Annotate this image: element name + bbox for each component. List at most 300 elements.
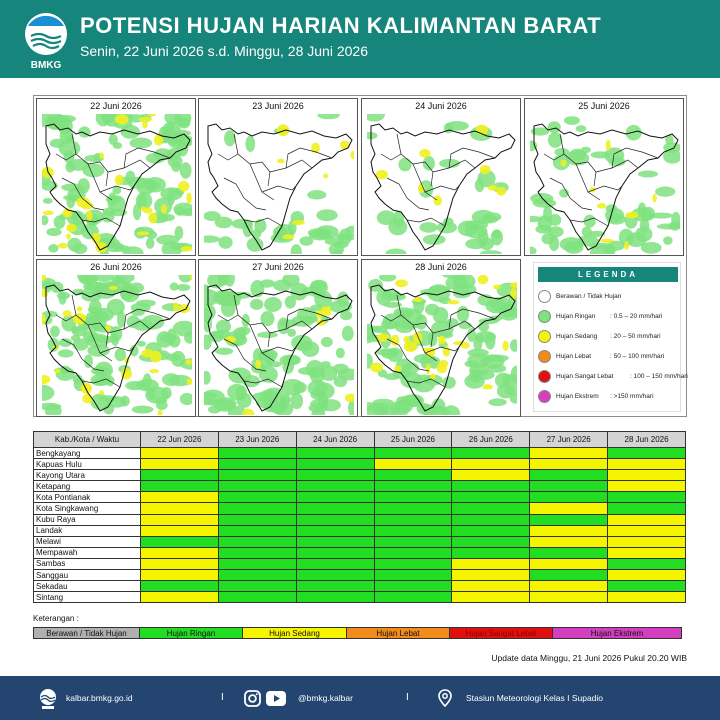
regency-border: [108, 160, 150, 172]
region-name: Kubu Raya: [34, 514, 141, 525]
cell-hujan-ringan: [452, 536, 530, 547]
cell-hujan-ringan: [296, 536, 374, 547]
cell-hujan-ringan: [374, 492, 452, 503]
rain-medium-area: [136, 231, 149, 235]
rain-light-area: [459, 322, 472, 329]
region-name: Mempawah: [34, 547, 141, 558]
forecast-table: [33, 431, 686, 603]
cell-hujan-ringan: [218, 558, 296, 569]
table-header-row: [34, 432, 686, 448]
rain-medium-area: [77, 306, 83, 311]
kalbar-map-graphic: [367, 275, 517, 415]
cell-hujan-ringan: [296, 470, 374, 481]
legend-label: Hujan Lebat: [556, 353, 592, 360]
rain-light-area: [215, 348, 233, 355]
cell-hujan-ringan: [452, 503, 530, 514]
rain-light-area: [484, 212, 502, 221]
rain-medium-area: [66, 224, 76, 233]
rain-light-area: [381, 349, 398, 359]
rain-light-area: [208, 331, 224, 342]
instagram-icon[interactable]: [244, 690, 261, 707]
rain-light-area: [339, 229, 352, 245]
cell-hujan-ringan: [608, 448, 686, 459]
rain-light-area: [58, 117, 73, 134]
rain-light-area: [214, 399, 235, 411]
rain-light-area: [125, 171, 135, 184]
footer-bar: [0, 676, 720, 720]
rain-light-area: [59, 338, 72, 347]
cell-hujan-ringan: [296, 448, 374, 459]
legend-title: LEGENDA: [538, 267, 678, 282]
rain-medium-area: [433, 195, 442, 205]
cell-hujan-ringan: [296, 459, 374, 470]
rain-light-area: [218, 236, 232, 249]
cell-hujan-ringan: [608, 492, 686, 503]
map-date-label: 24 Juni 2026: [415, 101, 467, 111]
cell-hujan-sedang: [452, 581, 530, 592]
rain-medium-area: [453, 341, 466, 345]
table-row: [34, 470, 686, 481]
cell-hujan-ringan: [296, 481, 374, 492]
cell-hujan-ringan: [141, 481, 219, 492]
cell-hujan-ringan: [374, 581, 452, 592]
cell-hujan-ringan: [374, 481, 452, 492]
cell-hujan-ringan: [218, 481, 296, 492]
rain-medium-area: [82, 394, 93, 404]
rain-light-area: [43, 198, 53, 204]
rain-light-area: [548, 226, 564, 237]
kalbar-map-graphic: [530, 114, 680, 254]
rain-medium-area: [292, 220, 305, 225]
rain-light-area: [663, 236, 673, 245]
cell-hujan-ringan: [374, 525, 452, 536]
table-header-date: 27 Jun 2026: [530, 432, 608, 448]
kalbar-map-graphic: [42, 114, 192, 254]
rain-light-area: [48, 244, 58, 252]
rain-light-area: [42, 385, 54, 401]
cell-hujan-sedang: [530, 536, 608, 547]
rain-light-area: [293, 382, 307, 393]
rain-light-area: [136, 300, 156, 307]
footer-social[interactable]: @bmkg.kalbar: [298, 693, 353, 703]
table-row: [34, 514, 686, 525]
footer-separator: I: [221, 692, 224, 703]
rain-medium-area: [478, 275, 489, 284]
rain-medium-area: [488, 185, 498, 191]
rain-medium-area: [115, 114, 129, 124]
rain-medium-area: [625, 212, 638, 219]
rain-light-area: [655, 186, 675, 196]
regency-border: [576, 164, 600, 200]
rain-light-area: [307, 190, 326, 199]
rain-light-area: [431, 321, 454, 338]
table-row: [34, 503, 686, 514]
legend-range: : 0.5 – 20 mm/hari: [610, 313, 663, 320]
youtube-icon[interactable]: [266, 691, 286, 706]
footer-website[interactable]: kalbar.bmkg.go.id: [66, 693, 133, 703]
rain-light-area: [444, 123, 453, 134]
rain-light-area: [129, 283, 144, 294]
cell-hujan-ringan: [218, 459, 296, 470]
table-row: [34, 581, 686, 592]
region-name: Kapuas Hulu: [34, 459, 141, 470]
rain-light-area: [63, 150, 74, 163]
cell-hujan-ringan: [296, 492, 374, 503]
legend-range: : >150 mm/hari: [610, 393, 654, 400]
cell-hujan-sedang: [608, 547, 686, 558]
cell-hujan-sedang: [141, 503, 219, 514]
legend-swatch: [538, 350, 551, 363]
rain-light-area: [398, 158, 411, 172]
rain-light-area: [73, 243, 88, 254]
regency-border: [218, 154, 238, 160]
cell-hujan-sedang: [608, 536, 686, 547]
rain-medium-area: [99, 390, 104, 395]
cell-hujan-sedang: [608, 570, 686, 581]
cell-hujan-sedang: [141, 459, 219, 470]
keterangan-row: [33, 627, 681, 639]
cell-hujan-ringan: [374, 536, 452, 547]
legend-item: [538, 369, 688, 385]
rain-light-area: [608, 157, 625, 167]
rain-medium-area: [282, 234, 294, 239]
legend-swatch: [538, 310, 551, 323]
region-name: Kota Pontianak: [34, 492, 141, 503]
rain-medium-area: [561, 160, 567, 167]
rain-light-area: [458, 221, 479, 237]
region-name: Kayong Utara: [34, 470, 141, 481]
regency-border: [224, 178, 266, 210]
rain-light-area: [46, 228, 61, 236]
legend-label: Hujan Ekstrem: [556, 393, 599, 400]
rain-medium-area: [350, 151, 354, 159]
rain-medium-area: [624, 241, 629, 250]
rain-light-area: [564, 241, 583, 253]
rain-light-area: [57, 292, 70, 299]
rain-light-area: [372, 326, 388, 333]
cell-hujan-sedang: [608, 592, 686, 603]
cell-hujan-sedang: [530, 503, 608, 514]
rain-light-area: [336, 348, 345, 359]
cell-hujan-ringan: [218, 536, 296, 547]
rain-light-area: [478, 322, 489, 332]
rain-light-area: [590, 151, 610, 158]
rain-light-area: [120, 396, 130, 407]
rain-light-area: [156, 235, 179, 245]
legend-label: Hujan Ringan: [556, 313, 596, 320]
rain-medium-area: [149, 369, 159, 373]
rain-light-area: [264, 297, 282, 312]
cell-hujan-sedang: [141, 448, 219, 459]
cell-hujan-sedang: [608, 459, 686, 470]
rain-light-area: [337, 292, 349, 307]
location-pin-icon: [438, 689, 452, 707]
table-row: [34, 492, 686, 503]
keterangan-title: Keterangan :: [33, 614, 79, 623]
cell-hujan-ringan: [218, 470, 296, 481]
table-row: [34, 459, 686, 470]
rain-medium-area: [42, 375, 50, 384]
forecast-map: [36, 259, 196, 417]
rain-medium-area: [493, 285, 501, 290]
cell-hujan-ringan: [296, 592, 374, 603]
rain-medium-area: [109, 286, 118, 290]
rain-light-area: [423, 156, 435, 171]
rain-light-area: [316, 209, 337, 221]
rain-medium-area: [482, 384, 492, 389]
regency-border: [286, 148, 332, 168]
cell-hujan-sedang: [530, 525, 608, 536]
rain-light-area: [543, 205, 552, 222]
cell-hujan-ringan: [374, 570, 452, 581]
legend-label: Hujan Sedang: [556, 333, 598, 340]
region-name: Sanggau: [34, 570, 141, 581]
regency-border: [262, 186, 296, 192]
legend-item: [538, 389, 682, 405]
rain-light-area: [576, 125, 587, 132]
rain-light-area: [156, 331, 172, 348]
cell-hujan-ringan: [374, 547, 452, 558]
table-row: [34, 570, 686, 581]
footer-station: Stasiun Meteorologi Kelas I Supadio: [466, 693, 604, 703]
rain-light-area: [156, 400, 168, 410]
cell-hujan-ringan: [296, 581, 374, 592]
cell-hujan-sedang: [452, 592, 530, 603]
cell-hujan-ringan: [218, 547, 296, 558]
rain-light-area: [582, 226, 592, 236]
forecast-map: [198, 259, 358, 417]
cell-hujan-sedang: [141, 558, 219, 569]
table-row: [34, 481, 686, 492]
rain-light-area: [42, 215, 48, 225]
rain-medium-area: [73, 313, 86, 325]
kalbar-map-graphic: [204, 114, 354, 254]
rain-light-area: [386, 248, 407, 254]
rain-light-area: [232, 219, 254, 229]
rain-light-area: [224, 130, 235, 146]
forecast-map: [361, 98, 521, 256]
logo-text: BMKG: [30, 60, 62, 71]
rain-light-area: [236, 386, 247, 401]
rain-light-area: [638, 171, 658, 178]
rain-light-area: [313, 382, 334, 399]
rain-light-area: [156, 214, 175, 222]
rain-light-area: [640, 218, 650, 233]
cell-hujan-sedang: [141, 525, 219, 536]
rain-light-area: [321, 361, 331, 367]
rain-light-area: [115, 348, 126, 361]
rain-light-area: [132, 406, 154, 414]
rain-medium-area: [413, 297, 422, 302]
cell-hujan-sedang: [530, 592, 608, 603]
cell-hujan-sedang: [141, 492, 219, 503]
rain-light-area: [84, 284, 99, 294]
rain-light-area: [146, 153, 166, 164]
rain-medium-area: [606, 140, 611, 151]
rain-light-area: [581, 147, 591, 153]
region-name: Sintang: [34, 592, 141, 603]
table-header-date: 22 Jun 2026: [141, 432, 219, 448]
cell-hujan-ringan: [218, 570, 296, 581]
rain-light-area: [177, 284, 191, 291]
keterangan-item: Hujan Ekstrem: [552, 627, 682, 639]
keterangan-item: Hujan Sangat Lebat: [449, 627, 553, 639]
cell-hujan-ringan: [218, 592, 296, 603]
rain-medium-area: [186, 192, 191, 203]
rain-medium-area: [437, 364, 448, 373]
map-date-label: 23 Juni 2026: [252, 101, 304, 111]
legend-label: Hujan Sangat Lebat: [556, 373, 614, 380]
rain-medium-area: [376, 170, 388, 180]
rain-light-area: [548, 121, 561, 133]
cell-hujan-ringan: [530, 492, 608, 503]
rain-medium-area: [419, 149, 430, 158]
legend-range: : 50 – 100 mm/hari: [610, 353, 665, 360]
rain-light-area: [71, 326, 80, 334]
legend-range: : 100 – 150 mm/hari: [630, 373, 688, 380]
cell-hujan-sedang: [452, 570, 530, 581]
rain-medium-area: [66, 234, 71, 240]
cell-hujan-ringan: [374, 592, 452, 603]
cell-hujan-ringan: [218, 581, 296, 592]
rain-medium-area: [503, 341, 509, 351]
rain-light-area: [257, 332, 278, 338]
regency-border: [270, 160, 312, 172]
rain-light-area: [171, 161, 181, 172]
forecast-map: [36, 98, 196, 256]
region-name: Kota Singkawang: [34, 503, 141, 514]
kalbar-map-graphic: [367, 114, 517, 254]
rain-light-area: [486, 355, 509, 362]
rain-light-area: [400, 372, 423, 388]
cell-hujan-ringan: [608, 503, 686, 514]
table-header-date: 23 Jun 2026: [218, 432, 296, 448]
rain-light-area: [278, 400, 286, 408]
rain-medium-area: [480, 165, 491, 174]
cell-hujan-sedang: [452, 470, 530, 481]
cell-hujan-sedang: [530, 558, 608, 569]
cell-hujan-sedang: [608, 514, 686, 525]
region-name: Sambas: [34, 558, 141, 569]
bmkg-small-icon: [36, 688, 60, 710]
table-row: [34, 448, 686, 459]
rain-medium-area: [277, 159, 284, 164]
cell-hujan-ringan: [530, 570, 608, 581]
table-header-region: Kab./Kota / Waktu: [34, 432, 141, 448]
rain-light-area: [477, 230, 488, 246]
rain-medium-area: [186, 359, 192, 365]
rain-light-area: [342, 326, 354, 341]
rain-light-area: [308, 228, 332, 238]
cell-hujan-ringan: [374, 514, 452, 525]
rain-light-area: [106, 195, 122, 203]
rain-light-area: [66, 194, 75, 208]
rain-light-area: [304, 316, 318, 323]
rain-medium-area: [418, 184, 425, 193]
cell-hujan-ringan: [374, 503, 452, 514]
rain-light-area: [467, 353, 490, 368]
legend-swatch: [538, 330, 551, 343]
page-subtitle: Senin, 22 Juni 2026 s.d. Minggu, 28 Juni 2026: [80, 43, 368, 59]
rain-light-area: [367, 132, 378, 139]
rain-light-area: [84, 354, 93, 368]
rain-medium-area: [377, 334, 390, 342]
cell-hujan-ringan: [374, 448, 452, 459]
legend-item: [538, 289, 682, 305]
rain-light-area: [245, 136, 255, 152]
rain-medium-area: [600, 239, 614, 243]
region-name: Bengkayang: [34, 448, 141, 459]
legend-swatch: [538, 390, 551, 403]
rain-medium-area: [323, 173, 328, 178]
cell-hujan-ringan: [141, 581, 219, 592]
rain-light-area: [334, 376, 348, 388]
keterangan-item: Hujan Sedang: [242, 627, 347, 639]
map-date-label: 26 Juni 2026: [90, 262, 142, 272]
cell-hujan-ringan: [218, 448, 296, 459]
rain-medium-area: [161, 204, 167, 214]
regency-border: [550, 178, 592, 210]
cell-hujan-ringan: [452, 525, 530, 536]
rain-light-area: [379, 275, 396, 282]
cell-hujan-ringan: [452, 481, 530, 492]
rain-light-area: [626, 232, 646, 247]
legend-swatch: [538, 370, 551, 383]
rain-light-area: [321, 337, 333, 347]
rain-light-area: [279, 319, 298, 327]
rain-light-area: [402, 362, 419, 374]
rain-light-area: [425, 304, 439, 316]
rain-light-area: [333, 364, 349, 374]
cell-hujan-ringan: [452, 547, 530, 558]
cell-hujan-sedang: [452, 558, 530, 569]
cell-hujan-ringan: [296, 570, 374, 581]
rain-light-area: [396, 310, 411, 316]
cell-hujan-ringan: [452, 492, 530, 503]
rain-light-area: [310, 280, 327, 290]
update-text: Update data Minggu, 21 Juni 2026 Pukul 20.20 WIB: [491, 653, 687, 663]
rain-medium-area: [438, 336, 446, 345]
cell-hujan-sedang: [141, 514, 219, 525]
rain-medium-area: [141, 349, 153, 357]
rain-light-area: [530, 247, 537, 254]
header-banner: [0, 0, 720, 78]
rain-light-area: [167, 188, 175, 205]
rain-light-area: [495, 373, 512, 388]
forecast-map: [524, 98, 684, 256]
rain-light-area: [510, 339, 517, 352]
rain-medium-area: [58, 243, 68, 249]
rain-medium-area: [426, 363, 430, 374]
region-name: Landak: [34, 525, 141, 536]
rain-light-area: [180, 393, 192, 405]
rain-light-area: [564, 116, 580, 125]
cell-hujan-sedang: [141, 592, 219, 603]
rain-light-area: [267, 361, 282, 367]
kalbar-map-graphic: [204, 275, 354, 415]
rain-light-area: [457, 306, 469, 322]
rain-light-area: [82, 163, 104, 177]
cell-hujan-ringan: [530, 547, 608, 558]
cell-hujan-ringan: [296, 558, 374, 569]
rain-light-area: [180, 162, 192, 179]
map-date-label: 28 Juni 2026: [415, 262, 467, 272]
cell-hujan-ringan: [296, 503, 374, 514]
rain-light-area: [384, 373, 400, 380]
legend-item: [538, 349, 682, 365]
rain-medium-area: [345, 394, 354, 403]
rain-light-area: [419, 222, 437, 233]
